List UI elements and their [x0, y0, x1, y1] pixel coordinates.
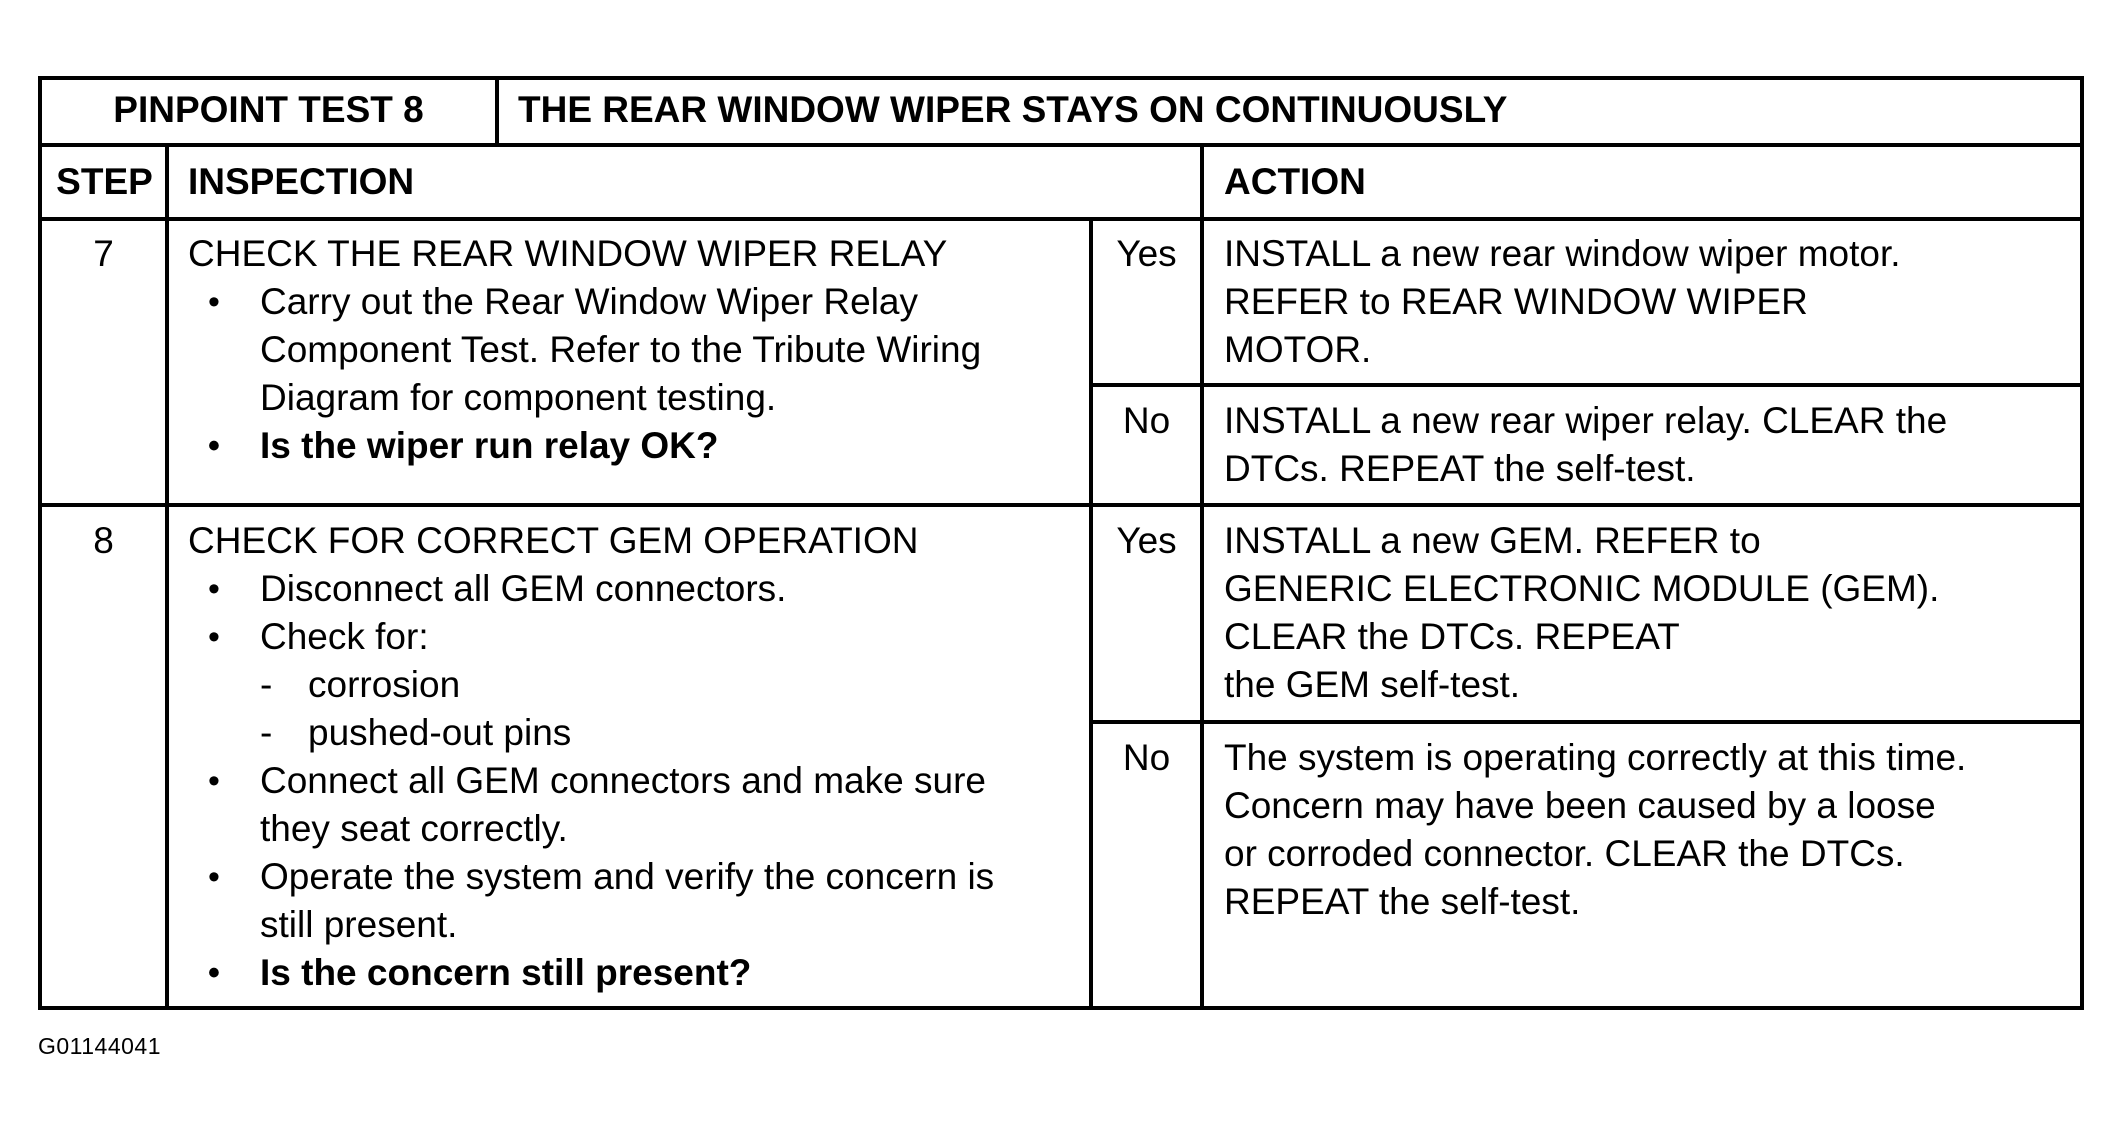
- divider-header: [38, 217, 2084, 221]
- no-action: INSTALL a new rear wiper relay. CLEAR the DTCs. REPEAT the self-test.: [1224, 400, 1948, 489]
- inspection-subitem: - pushed-out pins: [188, 709, 994, 757]
- step-number: 7: [93, 233, 114, 274]
- divider-title: [38, 143, 2084, 147]
- inspection-cell: [188, 230, 981, 470]
- step-number: 8: [93, 520, 114, 561]
- divider-action-col: [1200, 143, 1204, 1010]
- column-header-step: STEP: [56, 161, 153, 202]
- inspection-list: [188, 565, 994, 997]
- inspection-subitem: - corrosion: [188, 661, 994, 709]
- inspection-item: • Check for:: [188, 613, 994, 661]
- test-number: PINPOINT TEST 8: [113, 89, 424, 130]
- divider-row7-row8: [38, 503, 2084, 507]
- inspection-item: • Operate the system and verify the concern is still present.: [188, 853, 994, 949]
- no-label: No: [1122, 737, 1171, 778]
- yes-label: Yes: [1116, 520, 1177, 561]
- divider-row8-yesno: [1089, 720, 2084, 724]
- divider-yesno-col: [1089, 217, 1093, 1010]
- inspection-cell: [188, 517, 994, 997]
- no-label: No: [1122, 400, 1171, 441]
- yes-action: INSTALL a new GEM. REFER to GENERIC ELECTRONIC MODULE (GEM). CLEAR the DTCs. REPEAT the GEM self-test.: [1224, 520, 1940, 705]
- divider-row7-yesno: [1089, 383, 2084, 387]
- inspection-heading: CHECK THE REAR WINDOW WIPER RELAY: [188, 233, 948, 274]
- inspection-item: • Connect all GEM connectors and make sure they seat correctly.: [188, 757, 994, 853]
- inspection-question: • Is the wiper run relay OK?: [188, 422, 981, 470]
- column-header-inspection: INSPECTION: [188, 161, 415, 202]
- divider-title-col: [495, 76, 499, 147]
- inspection-question: • Is the concern still present?: [188, 949, 994, 997]
- inspection-item: • Disconnect all GEM connectors.: [188, 565, 994, 613]
- yes-label: Yes: [1116, 233, 1177, 274]
- no-action: The system is operating correctly at this time. Concern may have been caused by a loose or corroded connector. CLEAR the DTCs. REPEAT the self-test.: [1224, 737, 1967, 922]
- divider-step-col: [165, 143, 169, 1010]
- inspection-heading: CHECK FOR CORRECT GEM OPERATION: [188, 520, 919, 561]
- yes-action: INSTALL a new rear window wiper motor. REFER to REAR WINDOW WIPER MOTOR.: [1224, 233, 1901, 370]
- inspection-list: [188, 278, 981, 470]
- test-title: THE REAR WINDOW WIPER STAYS ON CONTINUOUSLY: [518, 89, 1508, 130]
- inspection-item: • Carry out the Rear Window Wiper Relay Component Test. Refer to the Tribute Wiring Diagram for component testing.: [188, 278, 981, 422]
- figure-id: G01144041: [38, 1033, 162, 1059]
- column-header-action: ACTION: [1224, 161, 1366, 202]
